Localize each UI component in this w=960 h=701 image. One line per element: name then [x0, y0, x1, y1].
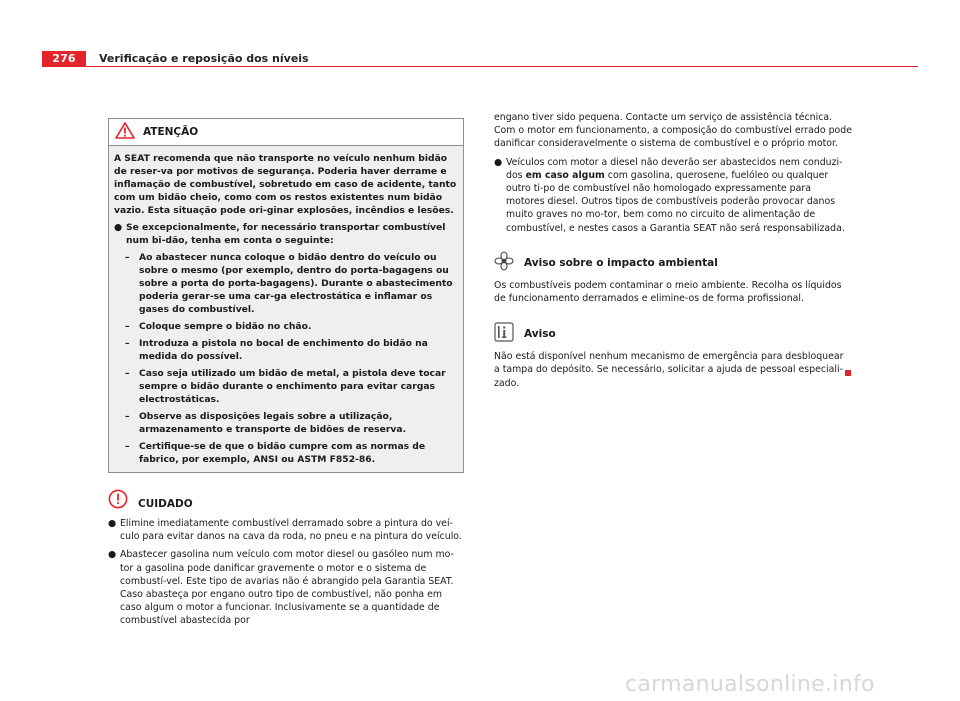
- list-item: – Certifique-se de que o bidão cumpre com as normas de fabrico, por exemplo, ANSI ou ASTM F852-86.: [125, 440, 457, 466]
- warning-header: [109, 119, 463, 146]
- bullet-icon: ●: [108, 518, 117, 529]
- header-rule: [42, 66, 918, 67]
- environment-flower-icon: [494, 251, 514, 275]
- watermark: carmanualsonline.info: [625, 672, 875, 697]
- warning-triangle-icon: [115, 122, 135, 143]
- info-note-icon: [494, 322, 514, 346]
- left-column: [108, 118, 464, 628]
- list-item-text: Caso seja utilizado um bidão de metal, a pistola deve tocar sempre o bidão durante o enchimento para evitar cargas electrostáticas.: [139, 368, 446, 405]
- list-item: – Ao abastecer nunca coloque o bidão dentro do veículo ou sobre o mesmo (por exemplo, dentro do porta-bagagens ou sobre a porta do porta-bagagens). Durante o abastecimento poderia gerar-se uma car-ga electrostática e inflamar os gases do combustível.: [125, 251, 457, 320]
- caution-icon: [108, 489, 128, 513]
- bullet-icon: ●: [108, 549, 117, 561]
- section-title: Verificação e reposição dos níveis: [99, 52, 309, 65]
- continued-paragraph: engano tiver sido pequena. Contacte um serviço de assistência técnica. Com o motor em funcionamento, a composição do combustível errado pode danificar consideravelmente o sistema de combustível e o próprio motor.: [494, 112, 852, 150]
- environment-header: [494, 251, 852, 275]
- list-item: – Introduza a pistola no bocal de enchimento do bidão na medida do possível.: [125, 337, 457, 367]
- environment-text: Os combustíveis podem contaminar o meio ambiente. Recolha os líquidos de funcionamento derramados e elimine-os de forma profissional.: [494, 279, 842, 305]
- list-item-text: Introduza a pistola no bocal de enchimento do bidão na medida do possível.: [139, 338, 428, 362]
- right-column: [494, 111, 852, 390]
- section-end-marker: [845, 370, 851, 376]
- caution-bullet-2: [108, 548, 464, 627]
- warning-title: ATENÇÃO: [143, 126, 199, 138]
- caution-bullet-1: [108, 517, 464, 543]
- list-item-text: Certifique-se de que o bidão cumpre com as normas de fabrico, por exemplo, ANSI ou ASTM F852-86.: [139, 441, 426, 465]
- caution-bullet-1-text: Elimine imediatamente combustível derramado sobre a pintura do veí-culo para evitar danos na cava da roda, no pneu e na pintura do veículo.: [120, 518, 462, 543]
- list-item: – Observe as disposições legais sobre a utilização, armazenamento e transporte de bidões de reserva.: [125, 410, 457, 440]
- note-text: Não está disponível nenhum mecanismo de emergência para desbloquear a tampa do depósito. Se necessário, solicitar a ajuda de pessoal especiali-zado.: [494, 351, 844, 389]
- environment-title: Aviso sobre o impacto ambiental: [524, 256, 718, 269]
- bullet-icon: ●: [494, 156, 503, 168]
- warning-body: [109, 146, 463, 472]
- list-item: – Caso seja utilizado um bidão de metal, a pistola deve tocar sempre o bidão durante o enchimento para evitar cargas electrostáticas.: [125, 367, 457, 410]
- diesel-bullet-text: Veículos com motor a diesel não deverão ser abastecidos nem conduzi-dos em caso algum com gasolina, querosene, fuelóleo ou qualquer outro ti-po de combustível não homologado expressamente para motores diesel. Outros tipos de combustíveis poderão provocar danos muito graves no mo-tor, bem como no circuito de alimentação de combustível, e nestes casos a Garantia SEAT não será responsabilizada.: [506, 156, 845, 234]
- caution-header: [108, 489, 464, 513]
- warning-bullet: [114, 221, 457, 251]
- diesel-bullet: [494, 156, 852, 235]
- caution-title: CUIDADO: [138, 498, 193, 510]
- warning-box: [108, 118, 464, 473]
- note-header: [494, 322, 852, 346]
- note-title: Aviso: [524, 328, 556, 341]
- page-number: 276: [42, 51, 86, 67]
- list-item-text: Ao abastecer nunca coloque o bidão dentro do veículo ou sobre o mesmo (por exemplo, dentro do porta-bagagens ou sobre a porta do porta-bagagens). Durante o abastecimento poderia gerar-se uma car-ga electrostática e inflamar os gases do combustível.: [139, 252, 453, 315]
- warning-bullet-text: Se excepcionalmente, for necessário transportar combustível num bi-dão, tenha em conta o seguinte:: [126, 222, 446, 246]
- list-item: – Coloque sempre o bidão no chão.: [125, 320, 457, 337]
- caution-bullet-2-text: Abastecer gasolina num veículo com motor diesel ou gasóleo num mo-tor a gasolina pode danificar gravemente o motor e o sistema de combustí-vel. Este tipo de avarias não é abrangido pela Garantia SEAT. Caso abasteça por engano outro tipo de combustível, não ponha em caso algum o motor a funcionar. Inclusivamente se a quantidade de combustível abastecida por: [120, 549, 454, 627]
- list-item-text: Observe as disposições legais sobre a utilização, armazenamento e transporte de bidões de reserva.: [139, 411, 407, 435]
- bullet-icon: ●: [114, 222, 123, 233]
- warning-intro: A SEAT recomenda que não transporte no veículo nenhum bidão de reser-va por motivos de segurança. Poderia haver derrame e inflamação de combustível, sobretudo em caso de acidente, tanto com um bidão cheio, como com os restos existentes num bidão vazio. Esta situação pode ori-ginar explosões, incêndios e lesões.: [114, 153, 457, 216]
- list-item-text: Coloque sempre o bidão no chão.: [139, 321, 312, 332]
